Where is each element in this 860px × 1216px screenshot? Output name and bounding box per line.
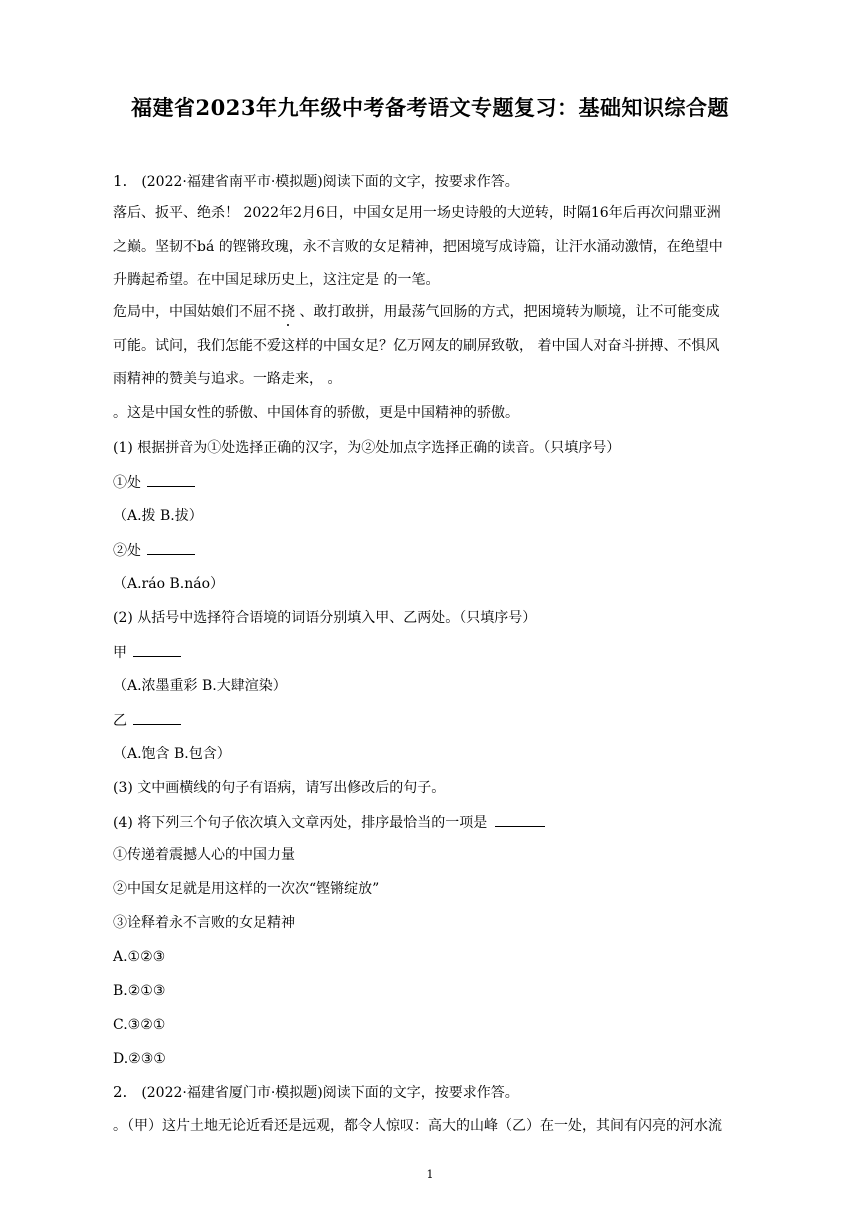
question-2-number: 2. xyxy=(113,1083,128,1101)
choice-a: A.①②③ xyxy=(113,949,166,965)
passage-line: 可能。试问，我们怎能不爱这样的中国女足？亿万网友的刷屏致敬， 着中国人对奋斗拼搏、不惧风 xyxy=(113,338,720,354)
answer-blank[interactable] xyxy=(147,472,195,487)
answer-options: （A.ráo B.náo） xyxy=(113,576,225,592)
answer-blank[interactable] xyxy=(495,812,545,827)
question-1-header xyxy=(113,171,519,192)
answer-options: （A.拨 B.拔） xyxy=(113,508,203,524)
sub-question-1: (1) 根据拼音为①处选择正确的汉字，为②处加点字选择正确的读音。（只填序号） xyxy=(113,440,621,456)
answer-options: （A.浓墨重彩 B.大肆渲染） xyxy=(113,678,287,694)
passage-line: 之巅。坚韧不bá 的铿锵玫瑰，永不言败的女足精神，把困境写成诗篇，让汗水涌动激情，在绝望中 xyxy=(113,239,723,255)
answer-label: ①处 xyxy=(113,475,141,491)
choice-b: B.②①③ xyxy=(113,983,166,999)
page-title: 福建省2023年九年级中考备考语文专题复习：基础知识综合题 xyxy=(131,95,729,120)
answer-line xyxy=(113,710,181,731)
passage-text: 、敢打敢拼，用最荡气回肠的方式，把困境转为顺境，让不可能变成 xyxy=(295,304,720,320)
answer-blank[interactable] xyxy=(133,642,181,657)
answer-line xyxy=(113,472,195,493)
answer-label: 乙 xyxy=(113,713,127,729)
answer-blank[interactable] xyxy=(147,540,195,555)
answer-label: ②处 xyxy=(113,543,141,559)
answer-line xyxy=(113,642,181,663)
passage-line xyxy=(113,302,719,322)
question-2-intro: (2022·福建省厦门市·模拟题)阅读下面的文字，按要求作答。 xyxy=(141,1085,519,1101)
answer-options: （A.饱含 B.包含） xyxy=(113,746,231,762)
passage-line: 落后、扳平、绝杀！ 2022年2月6日，中国女足用一场史诗般的大逆转，时隔16年后再次问鼎亚洲 xyxy=(113,205,721,221)
passage-line: 。（甲）这片土地无论近看还是远观，都令人惊叹：高大的山峰（乙）在一处，其间有闪亮的河水流 xyxy=(113,1118,722,1134)
sentence-option: ②中国女足就是用这样的一次次“铿锵绽放” xyxy=(113,881,380,897)
sentence-option: ③诠释着永不言败的女足精神 xyxy=(113,915,295,931)
passage-line: 升腾起希望。在中国足球历史上，这注定是 的一笔。 xyxy=(113,272,440,288)
sub-question-2: (2) 从括号中选择符合语境的词语分别填入甲、乙两处。（只填序号） xyxy=(113,610,537,626)
choice-c: C.③②① xyxy=(113,1017,166,1033)
sentence-option: ①传递着震撼人心的中国力量 xyxy=(113,847,295,863)
question-1-number: 1. xyxy=(113,172,128,190)
passage-text: 危局中，中国姑娘们不屈不 xyxy=(113,304,281,320)
passage-line: 。这是中国女性的骄傲、中国体育的骄傲，更是中国精神的骄傲。 xyxy=(113,405,519,421)
choice-d: D.②③① xyxy=(113,1051,166,1067)
question-1-intro: (2022·福建省南平市·模拟题)阅读下面的文字，按要求作答。 xyxy=(141,174,519,190)
sub-question-4-text: (4) 将下列三个句子依次填入文章丙处，排序最恰当的一项是 xyxy=(113,815,488,831)
answer-line xyxy=(113,540,195,561)
sub-question-3: (3) 文中画横线的句子有语病，请写出修改后的句子。 xyxy=(113,780,446,796)
answer-label: 甲 xyxy=(113,645,127,661)
answer-blank[interactable] xyxy=(133,710,181,725)
dotted-character: 挠 xyxy=(281,304,295,320)
passage-line: 雨精神的赞美与追求。一路走来， 。 xyxy=(113,371,342,387)
page-number: 1 xyxy=(426,1168,434,1181)
question-2-header xyxy=(113,1082,519,1103)
sub-question-4 xyxy=(113,812,545,833)
